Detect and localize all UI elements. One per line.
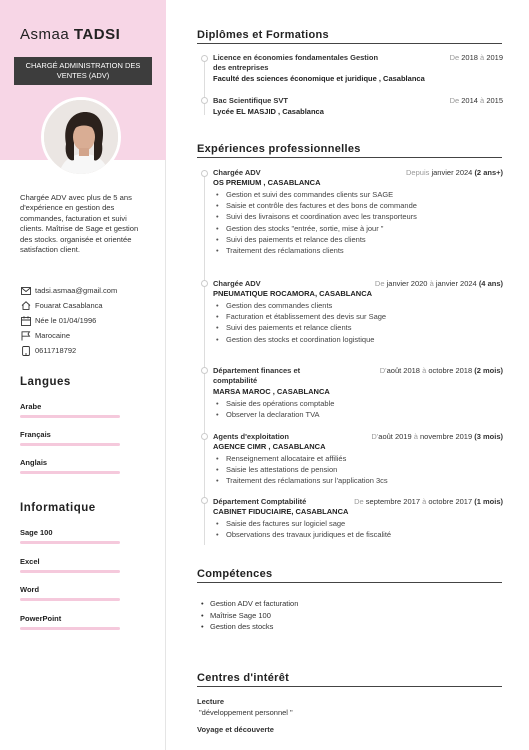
main-content xyxy=(166,0,529,750)
it-skill-level-bar xyxy=(20,541,120,544)
it-skill-item: Excel xyxy=(20,557,120,573)
timeline-dot xyxy=(201,280,208,287)
skills-list: • Gestion ADV et facturation • Maîtrise Sage 100 • Gestion des stocks xyxy=(199,598,298,633)
timeline-line xyxy=(204,55,205,115)
experience-tasks: • Saisie des factures sur logiciel sage • Observations des travaux juridiques et de fiscalité xyxy=(213,518,503,540)
entry-dates: D'août 2019 à novembre 2019 (3 mois) xyxy=(371,432,503,441)
language-item: Arabe xyxy=(20,402,120,418)
it-skill-item: Word xyxy=(20,585,120,601)
language-item: Français xyxy=(20,430,120,446)
profile-summary: Chargée ADV avec plus de 5 ans d'expérience en gestion des commandes, facturation et suivi clients. Maîtrise de Sage et gestion des stocks. organisée et orientée satisfaction client. xyxy=(20,193,139,255)
profile-photo xyxy=(41,97,121,177)
home-icon xyxy=(20,301,32,311)
diplomas-title: Diplômes et Formations xyxy=(197,29,329,41)
phone-icon xyxy=(20,346,32,356)
experience-entry: Département finances et comptabilité D'août 2018 à octobre 2018 (2 mois) MARSA MAROC , CASABLANCA • Saisie des opérations comptable • Observer la declaration TVA xyxy=(213,366,503,420)
entry-dates: Depuis janvier 2024 (2 ans+) xyxy=(406,168,503,177)
entry-dates: De septembre 2017 à octobre 2017 (1 mois) xyxy=(354,497,503,506)
it-skill-level-bar xyxy=(20,598,120,601)
section-divider xyxy=(197,686,502,687)
entry-dates: De 2014 à 2015 xyxy=(449,96,503,105)
sidebar xyxy=(0,0,166,750)
it-skill-item: PowerPoint xyxy=(20,614,120,630)
contact-phone: 0611718792 xyxy=(20,343,160,358)
experience-tasks: • Saisie des opérations comptable • Observer la declaration TVA xyxy=(213,398,503,420)
experience-entry: Agents d'exploitation D'août 2019 à novembre 2019 (3 mois) AGENCE CIMR , CASABLANCA • Renseignement allocataire et affiliés • Saisie les attestations de pension • Traitement des réclamations sur l'application 3cs xyxy=(213,432,503,487)
experience-entry: Chargée ADV Depuis janvier 2024 (2 ans+) OS PREMIUM , CASABLANCA • Gestion et suivi des commandes clients sur SAGE • Saisie et contrôle des factures et des bons de commande • Suivi des livraisons et coordination avec les transporteurs • Gestion des stocks "entrée, sortie, mise à jour " • Suivi des paiements et relance des clients • Traitement des réclamations clients xyxy=(213,168,503,256)
it-skill-level-bar xyxy=(20,627,120,630)
candidate-name: Asmaa TADSI xyxy=(20,26,121,43)
timeline-line xyxy=(204,170,205,545)
contact-list xyxy=(20,283,160,358)
job-title: CHARGÉ ADMINISTRATION DES VENTES (ADV) xyxy=(14,57,152,85)
it-skill-level-bar xyxy=(20,570,120,573)
experience-tasks: • Gestion et suivi des commandes clients sur SAGE • Saisie et contrôle des factures et des bons de commande • Suivi des livraisons et coordination avec les transporteurs • Gestion des stocks "entrée, sortie, mise à jour " • Suivi des paiements et relance des clients • Traitement des réclamations clients xyxy=(213,189,503,256)
it-skill-item: Sage 100 xyxy=(20,528,120,544)
language-level-bar xyxy=(20,471,120,474)
diploma-entry: Licence en économies fondamentales Gestion des entreprises De 2018 à 2019 Faculté des sciences économique et juridique , Casablanca xyxy=(213,53,503,83)
timeline-dot xyxy=(201,55,208,62)
accent-bar xyxy=(130,132,166,146)
interest-item: Voyage et découverte xyxy=(197,725,274,734)
language-item: Anglais xyxy=(20,458,120,474)
timeline-dot xyxy=(201,433,208,440)
calendar-icon xyxy=(20,316,32,326)
skills-title: Compétences xyxy=(197,568,273,580)
timeline-dot xyxy=(201,497,208,504)
experience-entry: Département Comptabilité De septembre 2017 à octobre 2017 (1 mois) CABINET FIDUCIAIRE, CASABLANCA • Saisie des factures sur logiciel sage • Observations des travaux juridiques et de fiscalité xyxy=(213,497,503,540)
experiences-title: Expériences professionnelles xyxy=(197,143,361,155)
language-level-bar xyxy=(20,443,120,446)
section-divider xyxy=(197,582,502,583)
contact-email: tadsi.asmaa@gmail.com xyxy=(20,283,160,298)
timeline-dot xyxy=(201,97,208,104)
entry-dates: D'août 2018 à octobre 2018 (2 mois) xyxy=(379,366,503,375)
contact-birthdate: Née le 01/04/1996 xyxy=(20,313,160,328)
flag-icon xyxy=(20,331,32,341)
entry-dates: De 2018 à 2019 xyxy=(449,53,503,62)
interest-item: Lecture "développement personnel " xyxy=(197,697,293,717)
it-skills-title: Informatique xyxy=(20,502,96,514)
contact-address: Fouarat Casablanca xyxy=(20,298,160,313)
section-divider xyxy=(197,43,502,44)
section-divider xyxy=(197,157,502,158)
profile-photo-image xyxy=(44,100,121,177)
experience-entry: Chargée ADV De janvier 2020 à janvier 2024 (4 ans) PNEUMATIQUE ROCAMORA, CASABLANCA • Gestion des commandes clients • Facturation et établissement des devis sur Sage • Suivi des paiements et relance clients • Gestion des stocks et coordination logistique xyxy=(213,279,503,345)
language-level-bar xyxy=(20,415,120,418)
interests-title: Centres d'intérêt xyxy=(197,672,290,684)
entry-dates: De janvier 2020 à janvier 2024 (4 ans) xyxy=(374,279,503,288)
timeline-dot xyxy=(201,367,208,374)
languages-title: Langues xyxy=(20,376,71,388)
experience-tasks: • Gestion des commandes clients • Facturation et établissement des devis sur Sage • Suivi des paiements et relance clients • Gestion des stocks et coordination logistique xyxy=(213,300,503,345)
contact-nationality: Marocaine xyxy=(20,328,160,343)
experience-tasks: • Renseignement allocataire et affiliés • Saisie les attestations de pension • Traitement des réclamations sur l'application 3cs xyxy=(213,453,503,487)
mail-icon xyxy=(20,286,32,296)
diploma-entry: Bac Scientifique SVT De 2014 à 2015 Lycée EL MASJID , Casablanca xyxy=(213,96,503,116)
timeline-dot xyxy=(201,170,208,177)
